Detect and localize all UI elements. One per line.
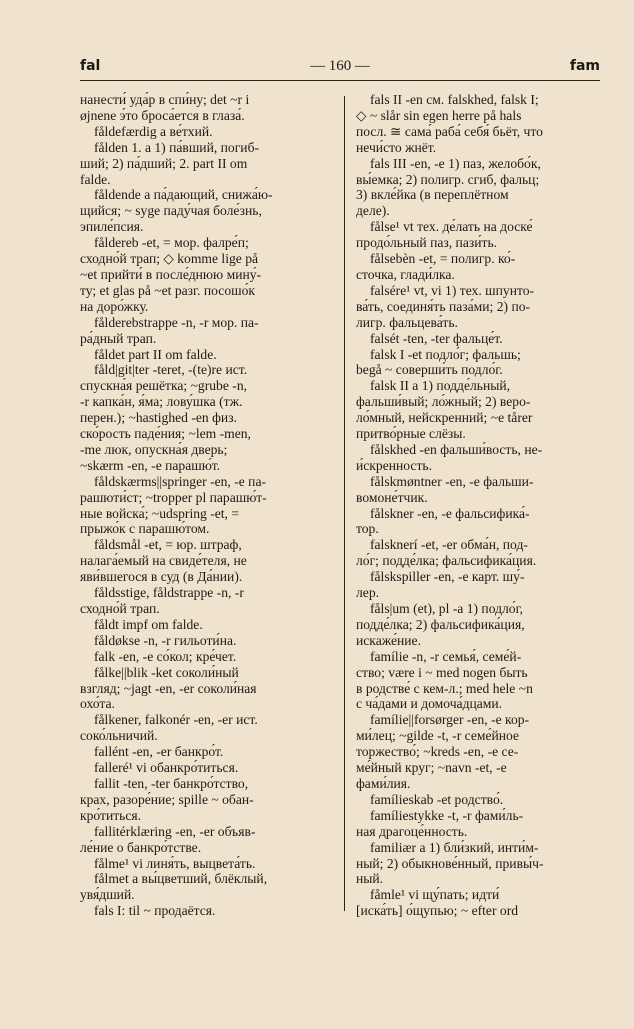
entry-line: притво́рные слёзы. bbox=[356, 426, 466, 442]
dictionary-entry bbox=[80, 92, 336, 124]
header-rule bbox=[80, 80, 600, 81]
entry-line: нечи́сто жнёт. bbox=[356, 139, 437, 155]
entry-line: famílieskab -et родство́. bbox=[370, 791, 504, 807]
entry-line: fålden 1. a 1) па́вший, погиб- bbox=[94, 139, 260, 155]
entry-line: fåldsmål -et, = юр. штраф, bbox=[94, 537, 242, 553]
page-number: — 160 — bbox=[310, 58, 370, 74]
entry-line: увя́дший. bbox=[80, 887, 135, 903]
entry-line: ный; 2) обыкнове́нный, привы́ч- bbox=[356, 855, 544, 871]
entry-line: ло́г; подде́лка; фальсифика́ция. bbox=[356, 553, 537, 569]
entry-line: familiær a 1) бли́зкий, инти́м- bbox=[370, 839, 539, 855]
entry-line: fåld|git|ter -teret, -(te)re ист. bbox=[94, 362, 248, 378]
entry-line: fålskmøntner -en, -e фальши- bbox=[370, 473, 534, 489]
dictionary-entry bbox=[80, 712, 336, 744]
entry-line: fals III -en, -e 1) паз, желобо́к, bbox=[370, 155, 541, 171]
entry-line: ту; et glas på ~et разг. посошо́к bbox=[80, 282, 255, 298]
entry-line: fålke||blik -ket соколи́ный bbox=[94, 664, 239, 680]
right-column bbox=[356, 92, 600, 919]
entry-line: fålskspiller -en, -e карт. шу́- bbox=[370, 569, 525, 585]
dictionary-entry bbox=[356, 506, 600, 538]
dictionary-entry bbox=[356, 569, 600, 601]
dictionary-entry bbox=[80, 633, 336, 649]
dictionary-entry bbox=[356, 92, 600, 156]
dictionary-entry bbox=[356, 283, 600, 331]
entry-line: перен.); ~hastighed -en физ. bbox=[80, 410, 237, 426]
entry-line: кро́титься. bbox=[80, 807, 142, 823]
entry-line: продо́льный паз, пази́ть. bbox=[356, 235, 498, 251]
entry-line: fålme¹ vi линя́ть, выцвета́ть. bbox=[94, 855, 256, 871]
entry-line: fålmet a вы́цветший, блёклый, bbox=[94, 871, 268, 887]
dictionary-entry bbox=[356, 474, 600, 506]
entry-line: fals II -en см. falskhed, falsk I; bbox=[370, 92, 539, 107]
entry-line: fals I: til ~ продаётся. bbox=[94, 903, 216, 919]
dictionary-entry bbox=[356, 808, 600, 840]
entry-line: крах, разоре́ние; spille ~ обан- bbox=[80, 791, 254, 807]
dictionary-entry bbox=[356, 442, 600, 474]
entry-line: ме́йный круг; ~navn -et, -e bbox=[356, 760, 507, 776]
dictionary-entry bbox=[80, 856, 336, 872]
entry-line: рашюти́ст; ~tropper pl парашю́т- bbox=[80, 489, 267, 505]
entry-line: falleré¹ vi обанкро́титься. bbox=[94, 760, 239, 776]
dictionary-entry bbox=[356, 792, 600, 808]
entry-line: на доро́жку. bbox=[80, 298, 149, 314]
dictionary-entry bbox=[80, 649, 336, 665]
dictionary-entry bbox=[356, 251, 600, 283]
entry-line: ско́рость паде́ния; ~lem -men, bbox=[80, 426, 251, 442]
entry-line: -r капка́н, я́ма; лову́шка (тж. bbox=[80, 394, 243, 410]
entry-line: лигр. фальцева́ть. bbox=[356, 314, 458, 330]
entry-line: спускна́я решётка; ~grube -n, bbox=[80, 378, 248, 394]
entry-line: fålse¹ vt тех. де́лать на доске́ bbox=[370, 219, 533, 235]
entry-line: famílie -n, -r семья́, семе́й- bbox=[370, 648, 522, 664]
entry-line: посл. ≅ сама́ раба́ себя́ бьёт, что bbox=[356, 123, 543, 139]
entry-line: взгляд; ~jagt -en, -er соколи́ная bbox=[80, 680, 257, 696]
entry-line: ва́ть, соединя́ть паза́ми; 2) по- bbox=[356, 298, 531, 314]
entry-line: эпиле́псия. bbox=[80, 219, 144, 235]
dictionary-entry bbox=[80, 871, 336, 903]
entry-line: falsét -ten, -ter фальце́т. bbox=[370, 330, 503, 346]
entry-line: begå ~ соверши́ть подло́г. bbox=[356, 362, 503, 378]
entry-line: fåldefærdig a ве́тхий. bbox=[94, 123, 213, 139]
entry-line: соко́льничий. bbox=[80, 728, 158, 744]
entry-line: ство; være i ~ med nogen быть bbox=[356, 664, 528, 680]
dictionary-entry bbox=[80, 140, 336, 188]
entry-line: ле́ние о банкро́тстве. bbox=[80, 839, 202, 855]
entry-line: falk -en, -e со́кол; кре́чет. bbox=[94, 648, 237, 664]
dictionary-entry bbox=[80, 362, 336, 473]
entry-line: сходно́й трап. bbox=[80, 601, 160, 616]
dictionary-entry bbox=[80, 537, 336, 585]
entry-line: falsk II a 1) подде́льный, bbox=[370, 378, 511, 394]
entry-line: подде́лка; 2) фальсифика́ция, bbox=[356, 616, 525, 632]
page-header bbox=[80, 58, 600, 80]
entry-line: фами́лия. bbox=[356, 775, 411, 791]
entry-line: fåls|um (et), pl -a 1) подло́г, bbox=[370, 601, 524, 616]
entry-line: щийся; ~ syge паду́чая боле́знь, bbox=[80, 203, 262, 219]
entry-line: fåldøkse -n, -r гильоти́на. bbox=[94, 632, 237, 648]
entry-line: fålskner -en, -e фальсифика́- bbox=[370, 505, 530, 521]
dictionary-entry bbox=[356, 219, 600, 251]
header-left-guideword: fal bbox=[80, 58, 101, 74]
dictionary-entry bbox=[80, 124, 336, 140]
dictionary-entry bbox=[356, 156, 600, 220]
entry-line: налага́емый на свиде́теля, не bbox=[80, 553, 247, 569]
entry-line: falsk I -et подло́г; фальшь; bbox=[370, 346, 521, 362]
entry-line: famílie||forsørger -en, -e кор- bbox=[370, 712, 530, 728]
dictionary-entry bbox=[356, 649, 600, 713]
dictionary-entry bbox=[80, 824, 336, 856]
dictionary-entry bbox=[356, 601, 600, 649]
dictionary-entry bbox=[80, 585, 336, 617]
entry-line: fåldet part II om falde. bbox=[94, 346, 217, 362]
dictionary-entry bbox=[356, 331, 600, 347]
header-right-guideword: fam bbox=[569, 58, 600, 74]
entry-line: ~skærm -en, -e парашю́т. bbox=[80, 457, 221, 473]
dictionary-entry bbox=[80, 235, 336, 315]
entry-line: фальши́вый; ло́жный; 2) веро- bbox=[356, 394, 531, 410]
entry-line: fåldereb -et, = мор. фалре́п; bbox=[94, 235, 249, 251]
entry-line: fallitérklæring -en, -er объяв- bbox=[94, 823, 256, 839]
entry-line: 3) вкле́йка (в переплётном bbox=[356, 187, 509, 203]
entry-line: нанести́ уда́р в спи́ну; det ~r i bbox=[80, 92, 250, 107]
dictionary-entry bbox=[80, 474, 336, 538]
entry-line: famíliestykke -t, -r фами́ль- bbox=[370, 807, 524, 823]
entry-line: и́скренность. bbox=[356, 457, 433, 473]
entry-line: искаже́ние. bbox=[356, 632, 421, 648]
dictionary-entry bbox=[356, 840, 600, 888]
entry-line: с ча́дами и домоча́дцами. bbox=[356, 696, 503, 712]
entry-line: [иска́ть] о́щупью; ~ efter ord bbox=[356, 903, 519, 919]
entry-line: fålsebèn -et, = полигр. ко́- bbox=[370, 251, 516, 267]
entry-line: fallit -ten, -ter банкро́тство, bbox=[94, 775, 249, 791]
entry-line: вомоне́тчик. bbox=[356, 489, 428, 505]
entry-line: сходно́й трап; ◇ komme lige på bbox=[80, 251, 259, 267]
entry-line: ший; 2) па́дший; 2. part II om bbox=[80, 155, 248, 171]
dictionary-entry bbox=[80, 760, 336, 776]
entry-line: охо́та. bbox=[80, 696, 115, 712]
dictionary-entry bbox=[356, 378, 600, 442]
column-divider bbox=[344, 96, 345, 911]
dictionary-entry bbox=[80, 187, 336, 235]
dictionary-entry bbox=[80, 617, 336, 633]
entry-line: ~et прийти́ в после́днюю мину́- bbox=[80, 266, 262, 282]
dictionary-entry bbox=[80, 665, 336, 713]
dictionary-entry bbox=[356, 887, 600, 919]
entry-line: fåldskærms||springer -en, -e па- bbox=[94, 473, 267, 489]
entry-line: fåldt impf om falde. bbox=[94, 616, 203, 632]
entry-line: fålderebstrappe -n, -r мор. па- bbox=[94, 314, 259, 330]
entry-line: прыжо́к с парашю́том. bbox=[80, 521, 210, 537]
dictionary-entry bbox=[80, 903, 336, 919]
entry-line: сточка, глади́лка. bbox=[356, 266, 455, 282]
entry-line: лер. bbox=[356, 585, 380, 601]
entry-line: деле). bbox=[356, 203, 390, 219]
entry-line: ный. bbox=[356, 871, 384, 887]
entry-line: ми́лец; ~gilde -t, -r семе́йное bbox=[356, 728, 520, 744]
entry-line: fålkener, falkonér -en, -er ист. bbox=[94, 712, 258, 728]
entry-line: fåmle¹ vi щу́пать; идти́ bbox=[370, 887, 500, 903]
entry-line: яви́вшегося в суд (в Да́нии). bbox=[80, 569, 243, 585]
dictionary-entry bbox=[80, 744, 336, 760]
entry-line: торжество́; ~kreds -en, -e се- bbox=[356, 744, 519, 760]
entry-line: ра́дный трап. bbox=[80, 330, 157, 346]
dictionary-entry bbox=[80, 776, 336, 824]
entry-line: falde. bbox=[80, 171, 111, 187]
dictionary-entry bbox=[80, 315, 336, 347]
entry-line: ло́мный, нейскренний; ~e tårer bbox=[356, 410, 533, 426]
dictionary-entry bbox=[80, 347, 336, 363]
left-column bbox=[80, 92, 336, 919]
entry-line: вы́емка; 2) полигр. сгиб, фальц; bbox=[356, 171, 540, 187]
entry-line: в родстве́ с кем-л.; med hele ~n bbox=[356, 680, 533, 696]
dictionary-entry bbox=[356, 712, 600, 792]
dictionary-entry bbox=[356, 347, 600, 379]
entry-line: falsére¹ vt, vi 1) тех. шпунто- bbox=[370, 282, 535, 298]
entry-line: fåldende a па́дающий, снижа́ю- bbox=[94, 187, 273, 203]
entry-line: fallént -en, -er банкро́т. bbox=[94, 744, 224, 760]
entry-line: fålskhed -en фальши́вость, не- bbox=[370, 441, 543, 457]
entry-line: тор. bbox=[356, 521, 379, 537]
dictionary-entry bbox=[356, 537, 600, 569]
entry-line: ные войска́; ~udspring -et, = bbox=[80, 505, 240, 521]
entry-line: -me люк, опускна́я дверь; bbox=[80, 441, 228, 457]
entry-line: øjnene э́то броса́ется в глаза́. bbox=[80, 107, 245, 123]
entry-line: ◇ ~ slår sin egen herre på hals bbox=[356, 107, 522, 123]
entry-line: falsknerí -et, -er обма́н, под- bbox=[370, 537, 528, 553]
entry-line: ная драгоце́нность. bbox=[356, 823, 468, 839]
entry-line: fåldsstige, fåldstrappe -n, -r bbox=[94, 585, 244, 601]
